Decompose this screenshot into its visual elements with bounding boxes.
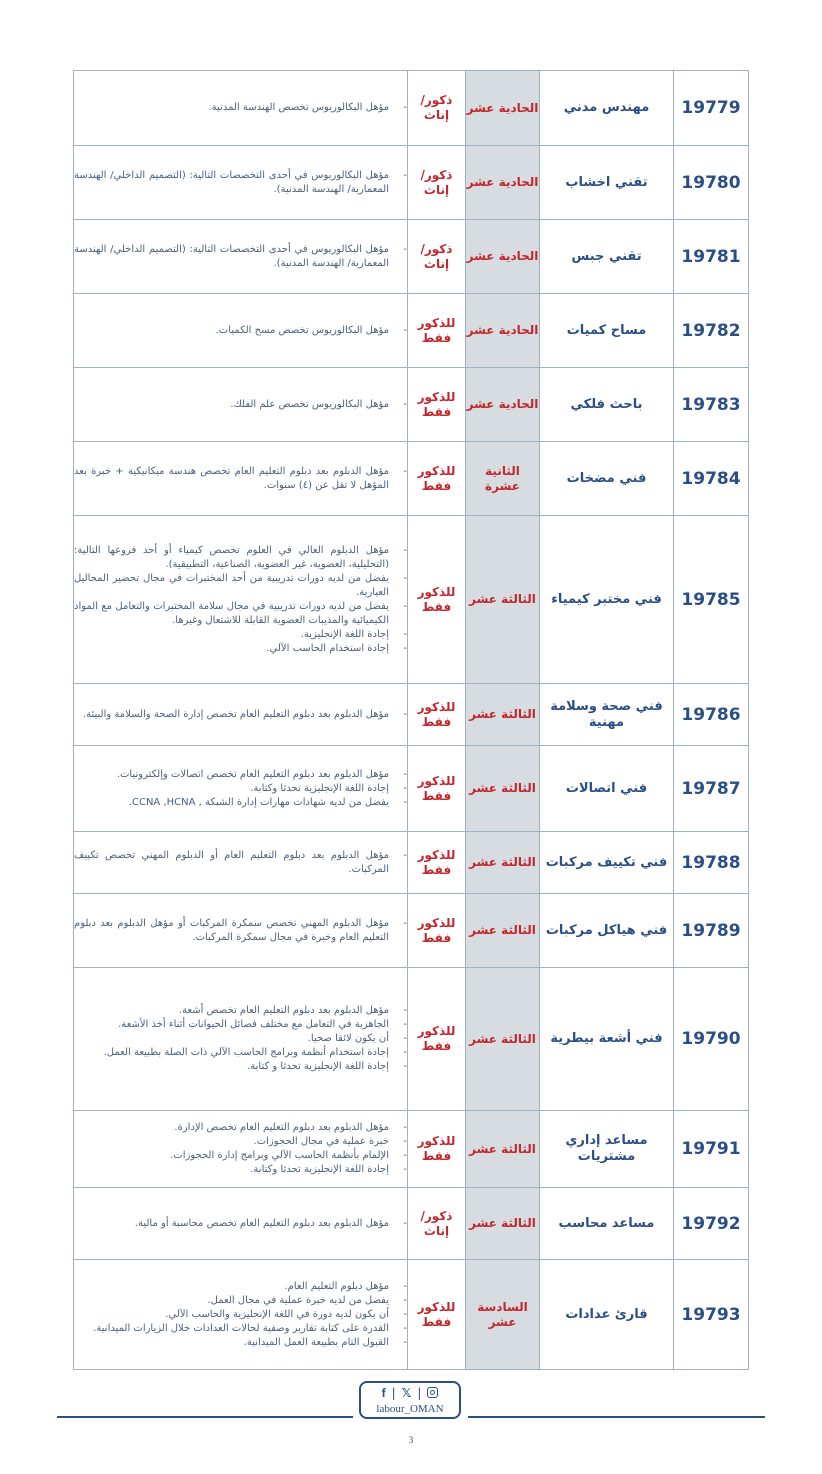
qualification-item: - إجادة اللغة الإنجليزية تحدثا وكتابة. (74, 782, 389, 796)
jobs-table (73, 70, 749, 1370)
job-code: 19781 (674, 220, 749, 294)
qualification-list (74, 708, 407, 722)
qualification-item: - يفضل من لديه شهادات مهارات إدارة الشبكة , CCNA ,HCNA. (74, 796, 389, 810)
job-title: مساعد محاسب (540, 1188, 674, 1260)
job-grade: الثالثة عشر (466, 684, 540, 746)
job-qualifications (74, 368, 408, 442)
job-title: قارئ عدادات (540, 1260, 674, 1370)
job-code: 19793 (674, 1260, 749, 1370)
table-row (74, 968, 749, 1111)
instagram-icon[interactable] (427, 1386, 438, 1400)
qualification-list (74, 1280, 407, 1350)
job-code: 19786 (674, 684, 749, 746)
qualification-item: - أن يكون لديه دورة في اللغة الإنجليزية والحاسب الآلي. (74, 1308, 389, 1322)
table-row (74, 220, 749, 294)
qualification-list (74, 1121, 407, 1177)
job-gender: ذكور/ إناث (408, 146, 466, 220)
qualification-item: - مؤهل البكالوريوس تخصص الهندسة المدنية. (74, 101, 389, 115)
job-grade: الحادية عشر (466, 220, 540, 294)
job-gender: للذكور فقط (408, 442, 466, 516)
table-row (74, 894, 749, 968)
qualification-list (74, 917, 407, 945)
job-title: باحث فلكي (540, 368, 674, 442)
table-row (74, 832, 749, 894)
job-grade: الحادية عشر (466, 71, 540, 146)
job-qualifications (74, 968, 408, 1111)
job-grade: الثالثة عشر (466, 832, 540, 894)
job-code: 19791 (674, 1111, 749, 1188)
job-grade: الثالثة عشر (466, 968, 540, 1111)
qualification-list (74, 768, 407, 810)
table-row (74, 516, 749, 684)
job-grade: الثانية عشرة (466, 442, 540, 516)
qualification-item: - مؤهل دبلوم التعليم العام. (74, 1280, 389, 1294)
job-qualifications (74, 1188, 408, 1260)
qualification-item: - الإلمام بأنظمة الحاسب الآلي وبرامج إدارة الحجوزات. (74, 1149, 389, 1163)
page-number: 3 (408, 1435, 414, 1445)
qualification-item: - إجادة استخدام أنظمة وبرامج الحاسب الآلي ذات الصلة بطبيعة العمل. (74, 1046, 389, 1060)
table-row (74, 1188, 749, 1260)
qualification-list (74, 101, 407, 115)
qualification-item: - مؤهل الدبلوم بعد دبلوم التعليم العام تخصص إدارة الصحة والسلامة والبيئة. (74, 708, 389, 722)
qualification-item: - القدرة على كتابة تقارير وصفية لحالات العدادات خلال الزيارات الميدانية. (74, 1322, 389, 1336)
footer-line-left (57, 1416, 353, 1418)
qualification-item: - إجادة اللغة الإنجليزية تحدثا وكتابة. (74, 1163, 389, 1177)
social-handle[interactable]: labour_OMAN (376, 1403, 444, 1415)
job-grade: الثالثة عشر (466, 1111, 540, 1188)
qualification-item: - مؤهل الدبلوم بعد دبلوم التعليم العام تخصص هندسة ميكانيكية + خبرة بعد المؤهل لا تقل عن (٤) سنوات. (74, 465, 389, 493)
qualification-item: - إجادة استخدام الحاسب الآلي. (74, 642, 389, 656)
qualification-list (74, 243, 407, 271)
qualification-item: - الجاهزية في التعامل مع مختلف فصائل الحيوانات أثناء أخذ الأشعة. (74, 1018, 389, 1032)
table-row (74, 746, 749, 832)
qualification-list (74, 1217, 407, 1231)
job-gender: ذكور/ إناث (408, 1188, 466, 1260)
job-grade: الثالثة عشر (466, 746, 540, 832)
job-gender: للذكور فقط (408, 1260, 466, 1370)
job-code: 19792 (674, 1188, 749, 1260)
qualification-list (74, 398, 407, 412)
qualification-item: - يفضل من لديه دورات تدريبية في مجال سلامة المختبرات والتعامل مع المواد الكيميائية والمذيبات العضوية القابلة للاشتعال وغيرها. (74, 600, 389, 628)
job-title: مساعد إداري مشتريات (540, 1111, 674, 1188)
job-qualifications (74, 894, 408, 968)
x-icon[interactable]: 𝕏 (401, 1386, 412, 1400)
qualification-item: - مؤهل الدبلوم المهني تخصص سمكرة المركبات أو مؤهل الدبلوم بعد دبلوم التعليم العام وخبرة في مجال سمكرة المركبات. (74, 917, 389, 945)
qualification-item: - مؤهل البكالوريوس في أحدى التخصصات التالية: (التصميم الداخلي/ الهندسة المعمارية/ الهندسة المدنية). (74, 169, 389, 197)
job-gender: للذكور فقط (408, 294, 466, 368)
social-media-box: f | 𝕏 | labour_OMAN (359, 1381, 461, 1419)
facebook-icon[interactable]: f (381, 1386, 386, 1400)
job-qualifications (74, 146, 408, 220)
job-qualifications (74, 442, 408, 516)
qualification-item: - إجادة اللغة الإنجليزية تحدثا و كتابة. (74, 1060, 389, 1074)
job-title: فني صحة وسلامة مهنية (540, 684, 674, 746)
job-code: 19789 (674, 894, 749, 968)
qualification-item: - إجادة اللغة الإنجليزية. (74, 628, 389, 642)
qualification-list (74, 544, 407, 656)
job-qualifications (74, 832, 408, 894)
job-title: مهندس مدني (540, 71, 674, 146)
job-qualifications (74, 71, 408, 146)
qualification-item: - مؤهل البكالوريوس تخصص مسح الكميات. (74, 324, 389, 338)
job-code: 19790 (674, 968, 749, 1111)
job-code: 19788 (674, 832, 749, 894)
job-qualifications (74, 1260, 408, 1370)
job-gender: ذكور/ إناث (408, 220, 466, 294)
job-gender: للذكور فقط (408, 968, 466, 1111)
job-gender: للذكور فقط (408, 746, 466, 832)
table-row (74, 146, 749, 220)
qualification-item: - أن يكون لائقا صحيا. (74, 1032, 389, 1046)
job-code: 19779 (674, 71, 749, 146)
job-code: 19780 (674, 146, 749, 220)
job-code: 19787 (674, 746, 749, 832)
job-gender: ذكور/ إناث (408, 71, 466, 146)
qualification-item: - مؤهل الدبلوم بعد دبلوم التعليم العام تخصص أشعة. (74, 1004, 389, 1018)
job-title: تقني جبس (540, 220, 674, 294)
job-gender: للذكور فقط (408, 894, 466, 968)
table-row (74, 442, 749, 516)
qualification-list (74, 465, 407, 493)
qualification-item: - مؤهل الدبلوم بعد دبلوم التعليم العام تخصص اتصالات وإلكترونيات. (74, 768, 389, 782)
job-title: تقني اخشاب (540, 146, 674, 220)
table-row (74, 1260, 749, 1370)
footer-line-right (468, 1416, 765, 1418)
qualification-item: - مؤهل الدبلوم بعد دبلوم التعليم العام أو الدبلوم المهني تخصص تكييف المركبات. (74, 849, 389, 877)
job-grade: الثالثة عشر (466, 894, 540, 968)
job-title: فني اتصالات (540, 746, 674, 832)
job-gender: للذكور فقط (408, 684, 466, 746)
job-title: مساح كميات (540, 294, 674, 368)
job-code: 19784 (674, 442, 749, 516)
job-gender: للذكور فقط (408, 368, 466, 442)
job-title: فني تكييف مركبات (540, 832, 674, 894)
qualification-item: - يفضل من لديه دورات تدريبية من أحد المختبرات في مجال تحضير المحاليل العيارية. (74, 572, 389, 600)
job-title: فني مختبر كيمياء (540, 516, 674, 684)
qualification-item: - مؤهل الدبلوم بعد دبلوم التعليم العام تخصص الإدارة. (74, 1121, 389, 1135)
qualification-item: - يفضل من لديه خبرة عملية في مجال العمل. (74, 1294, 389, 1308)
qualification-item: - مؤهل الدبلوم العالي في العلوم تخصص كيمياء أو أحد فروعها التالية: (التحليلية، العضوية، غير العضوية، الصناعية، التطبيقية). (74, 544, 389, 572)
job-grade: الحادية عشر (466, 146, 540, 220)
job-code: 19782 (674, 294, 749, 368)
table-row (74, 1111, 749, 1188)
job-qualifications (74, 746, 408, 832)
qualification-list (74, 1004, 407, 1074)
job-grade: الحادية عشر (466, 294, 540, 368)
table-row (74, 71, 749, 146)
job-qualifications (74, 684, 408, 746)
job-grade: الحادية عشر (466, 368, 540, 442)
qualification-list (74, 849, 407, 877)
qualification-item: - خبرة عملية في مجال الحجوزات. (74, 1135, 389, 1149)
job-title: فني هياكل مركبات (540, 894, 674, 968)
qualification-item: - مؤهل البكالوريوس تخصص علم الفلك. (74, 398, 389, 412)
job-gender: للذكور فقط (408, 832, 466, 894)
job-title: فني مضخات (540, 442, 674, 516)
qualification-list (74, 169, 407, 197)
qualification-item: - مؤهل البكالوريوس في أحدى التخصصات التالية: (التصميم الداخلي/ الهندسة المعمارية/ الهندسة المدنية). (74, 243, 389, 271)
job-grade: السادسة عشر (466, 1260, 540, 1370)
job-gender: للذكور فقط (408, 1111, 466, 1188)
table-row (74, 368, 749, 442)
qualification-list (74, 324, 407, 338)
job-qualifications (74, 294, 408, 368)
job-qualifications (74, 516, 408, 684)
job-gender: للذكور فقط (408, 516, 466, 684)
job-grade: الثالثة عشر (466, 1188, 540, 1260)
job-code: 19785 (674, 516, 749, 684)
job-qualifications (74, 1111, 408, 1188)
table-row (74, 684, 749, 746)
qualification-item: - مؤهل الدبلوم بعد دبلوم التعليم العام تخصص محاسبة أو مالية. (74, 1217, 389, 1231)
table-row (74, 294, 749, 368)
job-code: 19783 (674, 368, 749, 442)
job-grade: الثالثة عشر (466, 516, 540, 684)
job-qualifications (74, 220, 408, 294)
qualification-item: - القبول التام بطبيعة العمل الميدانية. (74, 1336, 389, 1350)
job-title: فني أشعة بيطرية (540, 968, 674, 1111)
